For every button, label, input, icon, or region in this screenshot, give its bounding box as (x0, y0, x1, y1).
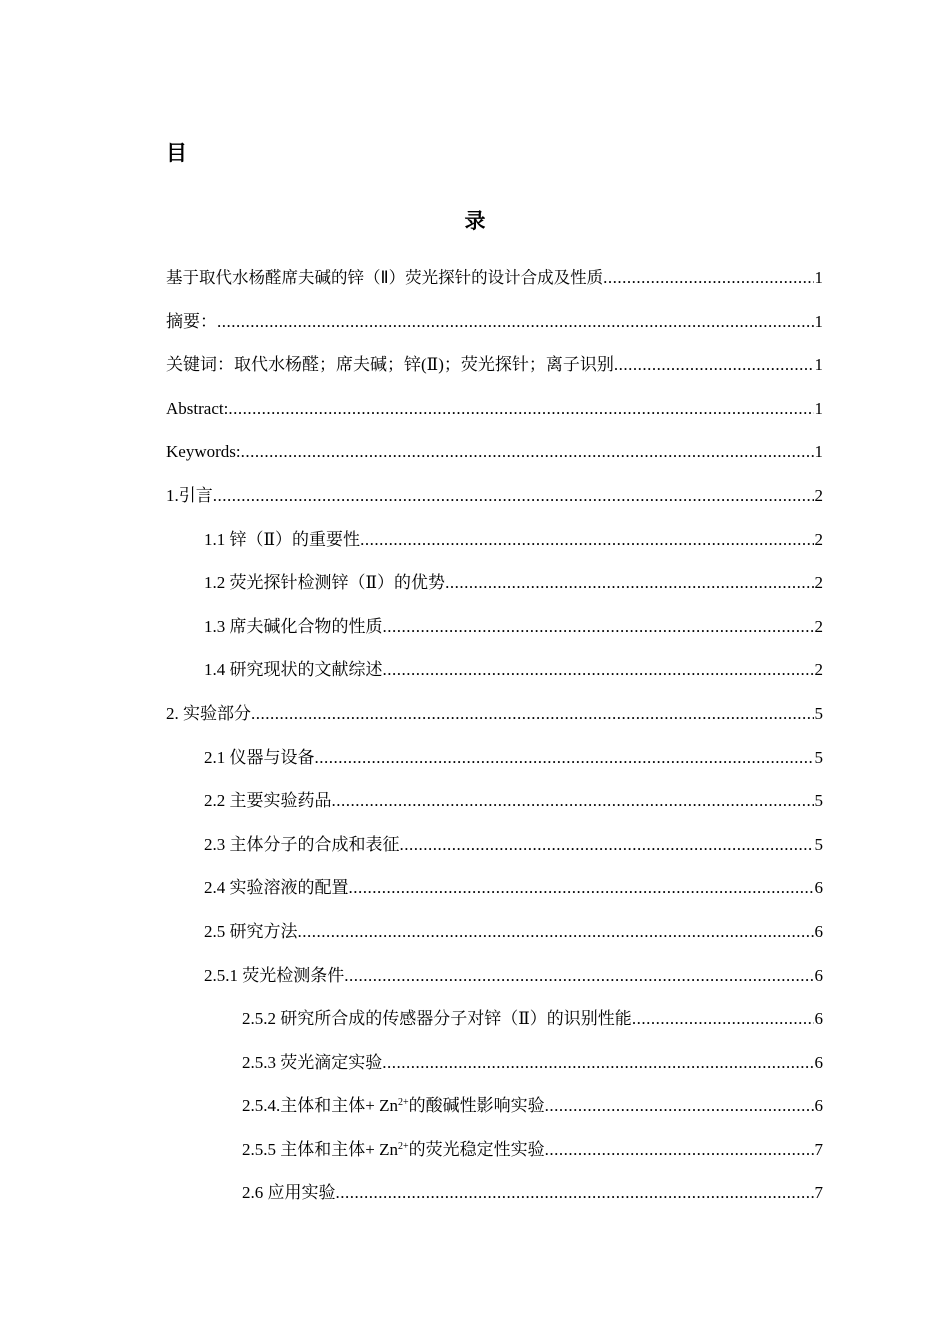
toc-dot-leader (383, 657, 814, 683)
toc-page-number: 2 (814, 573, 823, 593)
toc-entry-text (242, 1137, 545, 1163)
table-of-contents (166, 265, 823, 1224)
toc-page-number: 7 (814, 1183, 823, 1203)
toc-entry-text-post: 的荧光稳定性实验 (408, 1139, 545, 1159)
toc-entry-superscript: 2+ (397, 1140, 409, 1152)
toc-dot-leader (344, 963, 813, 989)
toc-entry-section-2-5-4[interactable] (166, 1093, 823, 1137)
toc-dot-leader (614, 352, 814, 378)
toc-entry-section-1-4[interactable] (166, 657, 823, 701)
toc-entry-text (242, 1093, 545, 1119)
toc-page-number: 5 (814, 791, 823, 811)
toc-entry-text: 1.3 席夫碱化合物的性质 (204, 616, 383, 636)
toc-dot-leader (298, 919, 814, 945)
toc-entry-text: 基于取代水杨醛席夫碱的锌（Ⅱ）荧光探针的设计合成及性质 (166, 268, 604, 287)
toc-entry-section-1-1[interactable] (166, 527, 823, 571)
toc-entry-text: 2.2 主要实验药品 (204, 791, 332, 811)
toc-entry-main-title[interactable] (166, 265, 823, 309)
toc-entry-text: 关键词：取代水杨醛；席夫碱；锌(Ⅱ)；荧光探针；离子识别 (166, 355, 614, 375)
toc-page-number: 5 (814, 834, 823, 854)
toc-page-number: 6 (814, 878, 823, 898)
toc-dot-leader (228, 396, 813, 422)
toc-entry-text-pre: 2.5.4.主体和主体+ Zn (242, 1096, 398, 1116)
toc-entry-text: Keywords: (166, 442, 241, 462)
toc-dot-leader (332, 788, 814, 814)
toc-entry-section-2-4[interactable] (166, 875, 823, 919)
toc-entry-section-2-5-2[interactable] (166, 1006, 823, 1050)
toc-page-number: 6 (814, 921, 823, 941)
toc-entry-section-2-2[interactable] (166, 788, 823, 832)
toc-dot-leader (217, 309, 814, 335)
toc-title-char-1: 目 (166, 141, 187, 165)
toc-entry-text: 1.2 荧光探针检测锌（Ⅱ）的优势 (204, 573, 446, 593)
toc-entry-text: 2.5.2 研究所合成的传感器分子对锌（Ⅱ）的识别性能 (242, 1009, 632, 1029)
toc-dot-leader (400, 832, 814, 858)
toc-entry-section-2-1[interactable] (166, 745, 823, 789)
toc-entry-text: 2.4 实验溶液的配置 (204, 878, 349, 898)
toc-entry-text: 2.5 研究方法 (204, 921, 298, 941)
toc-entry-text-post: 的酸碱性影响实验 (408, 1096, 545, 1116)
toc-entry-superscript: 2+ (397, 1097, 409, 1109)
toc-entry-section-1[interactable] (166, 483, 823, 527)
toc-entry-keywords-cn[interactable] (166, 352, 823, 396)
toc-entry-text: 1.4 研究现状的文献综述 (204, 660, 383, 680)
toc-entry-section-2[interactable] (166, 701, 823, 745)
toc-dot-leader (382, 1050, 813, 1076)
toc-page-number: 6 (814, 1096, 823, 1116)
toc-entry-abstract-cn[interactable] (166, 309, 823, 353)
toc-page-number: 1 (814, 442, 823, 462)
toc-entry-text: 摘要： (166, 311, 217, 331)
toc-entry-section-2-6[interactable] (166, 1180, 823, 1224)
toc-page-number: 2 (814, 616, 823, 636)
toc-page-number: 5 (814, 747, 823, 767)
toc-entry-section-2-5-3[interactable] (166, 1050, 823, 1094)
toc-page-number: 1 (814, 398, 823, 418)
toc-entry-text: Abstract: (166, 398, 229, 418)
toc-entry-section-2-5-5[interactable] (166, 1137, 823, 1181)
toc-dot-leader (241, 439, 814, 465)
toc-page-number: 5 (814, 703, 823, 723)
toc-dot-leader (315, 745, 814, 771)
toc-entry-section-1-2[interactable] (166, 570, 823, 614)
toc-dot-leader (349, 875, 814, 901)
toc-entry-text: 2.1 仪器与设备 (204, 747, 315, 767)
toc-dot-leader (383, 614, 814, 640)
toc-entry-section-2-3[interactable] (166, 832, 823, 876)
toc-page-number: 2 (814, 660, 823, 680)
toc-entry-section-2-5[interactable] (166, 919, 823, 963)
toc-entry-abstract-en[interactable] (166, 396, 823, 440)
toc-dot-leader (603, 265, 813, 291)
toc-page-number: 1 (814, 355, 823, 375)
toc-entry-section-2-5-1[interactable] (166, 963, 823, 1007)
toc-entry-text: 2. 实验部分 (166, 703, 251, 723)
toc-page-number: 7 (814, 1139, 823, 1159)
toc-dot-leader (545, 1137, 814, 1163)
toc-dot-leader (360, 527, 813, 553)
toc-entry-text: 2.5.3 荧光滴定实验 (242, 1052, 383, 1072)
toc-page-number: 2 (814, 485, 823, 505)
toc-page-number: 6 (814, 965, 823, 985)
toc-entry-text: 1.引言 (166, 485, 213, 505)
toc-page-number: 1 (814, 268, 823, 287)
toc-dot-leader (213, 483, 814, 509)
toc-entry-text: 2.5.1 荧光检测条件 (204, 965, 345, 985)
toc-dot-leader (336, 1180, 814, 1206)
toc-entry-keywords-en[interactable] (166, 439, 823, 483)
toc-page-number: 6 (814, 1009, 823, 1029)
toc-dot-leader (251, 701, 814, 727)
toc-dot-leader (545, 1093, 814, 1119)
toc-dot-leader (632, 1006, 814, 1032)
toc-entry-text: 1.1 锌（Ⅱ）的重要性 (204, 529, 361, 549)
toc-entry-section-1-3[interactable] (166, 614, 823, 658)
toc-page-number: 1 (814, 311, 823, 331)
toc-page-number: 2 (814, 529, 823, 549)
toc-dot-leader (445, 570, 813, 596)
toc-entry-text: 2.3 主体分子的合成和表征 (204, 834, 400, 854)
toc-entry-text: 2.6 应用实验 (242, 1183, 336, 1203)
toc-page-number: 6 (814, 1052, 823, 1072)
toc-title-char-2: 录 (464, 209, 486, 233)
toc-entry-text-pre: 2.5.5 主体和主体+ Zn (242, 1139, 398, 1159)
